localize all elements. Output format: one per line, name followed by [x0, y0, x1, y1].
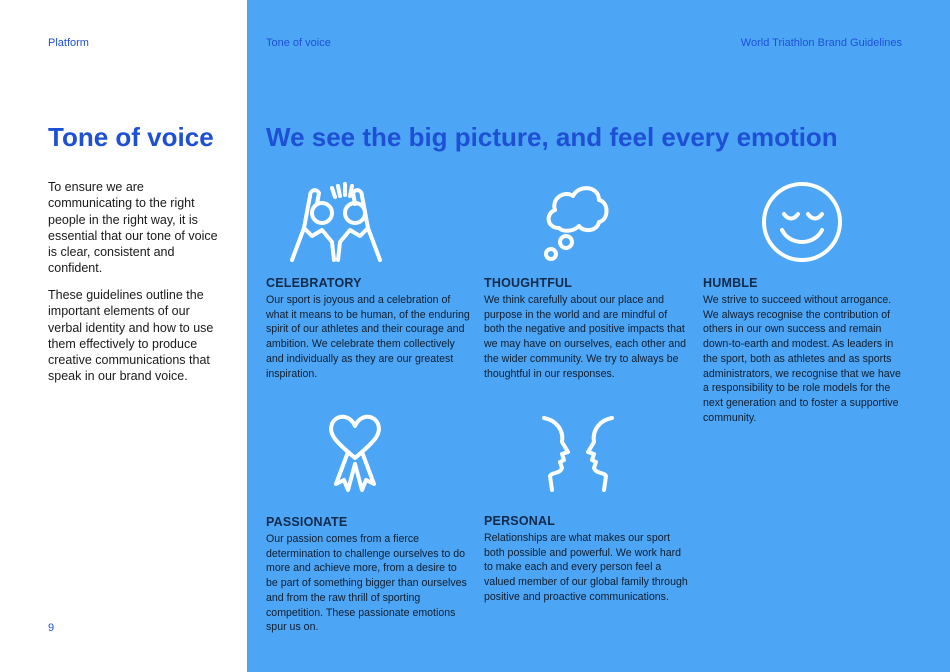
trait-title: PASSIONATE [266, 515, 348, 529]
heart-ribbon-icon [324, 412, 386, 496]
page-number: 9 [48, 622, 55, 634]
trait-body: Relationships are what makes our sport both possible and powerful. We work hard to make each and every person feel a valued member of our global family through positive and proactive communications. [484, 532, 688, 603]
trait-title: THOUGHTFUL [484, 276, 573, 290]
intro-paragraph-1: To ensure we are communicating to the right people in the right way, it is essential that our tone of voice is clear, consistent and confident. [48, 180, 218, 276]
high-five-icon [286, 182, 386, 264]
trait-body: Our sport is joyous and a celebration of what it means to be human, of the enduring spirit of our athletes and their courage and ambition. We celebrate them collectively and individually as they are our greatest inspiration. [266, 294, 470, 380]
trait-title: HUMBLE [703, 276, 758, 290]
page-title: Tone of voice [48, 122, 214, 152]
chapter-label: Tone of voice [266, 37, 331, 49]
trait-passionate [266, 515, 471, 635]
trait-title: CELEBRATORY [266, 276, 362, 290]
document-title: World Triathlon Brand Guidelines [740, 37, 902, 49]
smiley-face-icon [760, 180, 844, 264]
trait-celebratory [266, 276, 471, 381]
main-heading: We see the big picture, and feel every emotion [266, 122, 838, 152]
trait-body: We think carefully about our place and purpose in the world and are mindful of both the negative and positive impacts that we may have on ourselves, each other and the wider community. We try to always be thoughtful in our responses. [484, 294, 686, 380]
face-profiles-icon [538, 412, 618, 496]
thought-cloud-icon [539, 180, 611, 264]
trait-thoughtful [484, 276, 689, 381]
trait-humble [703, 276, 905, 425]
trait-title: PERSONAL [484, 514, 556, 528]
intro-paragraph-2: These guidelines outline the important elements of our verbal identity and how to use them effectively to produce creative communications that speak in our brand voice. [48, 288, 214, 384]
trait-body: Our passion comes from a fierce determination to challenge ourselves to do more and achieve more, from a desire to be part of something bigger than ourselves and from the raw thrill of sporting competition. These passionate emotions spur us on. [266, 533, 467, 634]
trait-personal [484, 514, 689, 605]
trait-body: We strive to succeed without arrogance. We always recognise the contribution of others in our own success and remain down-to-earth and modest. As leaders in the sport, both as athletes and as sports administrators, we recognise that we have a responsibility to be role models for the next generation and to foster a supportive community. [703, 294, 901, 424]
section-label: Platform [48, 37, 89, 49]
